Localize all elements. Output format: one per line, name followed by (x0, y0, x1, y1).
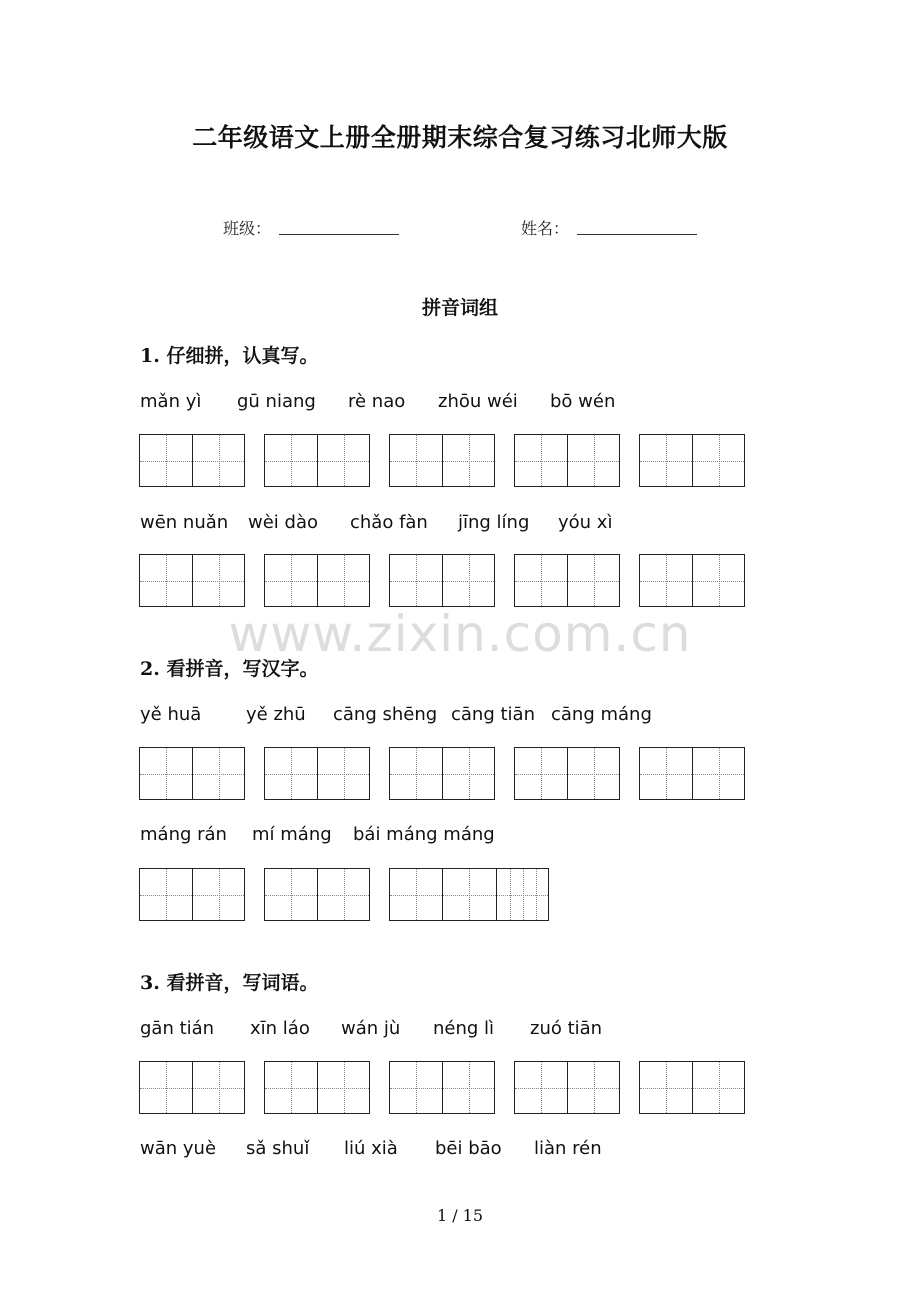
pinyin-word: liàn rén (534, 1138, 602, 1159)
pinyin-row (140, 512, 612, 533)
writing-cell[interactable] (264, 747, 370, 800)
writing-cell[interactable] (264, 434, 370, 487)
pinyin-word: máng rán (140, 824, 227, 845)
class-input-line[interactable] (279, 234, 399, 235)
writing-cell[interactable] (139, 747, 245, 800)
pinyin-word: zuó tiān (530, 1018, 603, 1039)
pinyin-word: bái máng máng (353, 824, 495, 845)
pinyin-word: wèi dào (248, 512, 318, 533)
writing-cell[interactable] (264, 868, 370, 921)
writing-cell[interactable] (514, 434, 620, 487)
pinyin-word: mí máng (252, 824, 332, 845)
pinyin-word: chǎo fàn (350, 512, 428, 533)
pinyin-word: néng lì (433, 1018, 495, 1039)
name-label: 姓名： (521, 219, 570, 238)
pinyin-word: jīng líng (458, 512, 530, 533)
writing-cell[interactable] (139, 1061, 245, 1114)
section-title: 拼音词组 (421, 297, 498, 319)
writing-cell[interactable] (514, 1061, 620, 1114)
pinyin-word: rè nao (348, 391, 406, 412)
pinyin-row (140, 824, 495, 845)
pinyin-word: wān yuè (140, 1138, 217, 1159)
writing-cell[interactable] (139, 434, 245, 487)
writing-cell[interactable] (139, 868, 245, 921)
document-title: 二年级语文上册全册期末综合复习练习北师大版 (192, 123, 728, 152)
question-2-heading: 2. 看拼音，写汉字。 (140, 658, 319, 680)
writing-cell[interactable] (639, 554, 745, 607)
question-3-heading: 3. 看拼音，写词语。 (140, 972, 319, 994)
pinyin-word: wēn nuǎn (140, 512, 229, 533)
pinyin-row (140, 1138, 602, 1159)
writing-cell[interactable] (389, 1061, 495, 1114)
question-1-heading: 1. 仔细拼，认真写。 (140, 345, 319, 367)
writing-cell[interactable] (264, 554, 370, 607)
pinyin-word: yóu xì (558, 512, 613, 533)
pinyin-word: yě zhū (246, 704, 306, 725)
writing-cell-wide[interactable] (389, 868, 549, 921)
pinyin-word: cāng shēng (333, 704, 438, 725)
writing-cell[interactable] (389, 554, 495, 607)
pinyin-word: liú xià (344, 1138, 398, 1159)
writing-cell[interactable] (389, 434, 495, 487)
pinyin-word: wán jù (341, 1018, 401, 1039)
pinyin-word: mǎn yì (140, 391, 202, 412)
pinyin-word: gū niang (237, 391, 316, 412)
pinyin-word: zhōu wéi (438, 391, 518, 412)
writing-cell[interactable] (139, 554, 245, 607)
pinyin-word: bēi bāo (435, 1138, 502, 1159)
pinyin-word: gān tián (140, 1018, 215, 1039)
pinyin-word: bō wén (550, 391, 616, 412)
pinyin-row (140, 1018, 602, 1039)
watermark: www.zixin.com.cn (228, 605, 692, 663)
pinyin-row (140, 391, 615, 412)
writing-cell[interactable] (264, 1061, 370, 1114)
writing-cell[interactable] (514, 747, 620, 800)
name-input-line[interactable] (577, 234, 697, 235)
pinyin-row (140, 704, 652, 725)
writing-cell[interactable] (639, 747, 745, 800)
pinyin-word: cāng máng (551, 704, 652, 725)
writing-cell[interactable] (639, 434, 745, 487)
pinyin-word: cāng tiān (451, 704, 535, 725)
writing-cell[interactable] (514, 554, 620, 607)
pinyin-word: xīn láo (250, 1018, 310, 1039)
page-number: 1 / 15 (436, 1206, 484, 1225)
writing-cell[interactable] (639, 1061, 745, 1114)
writing-cell[interactable] (389, 747, 495, 800)
pinyin-word: sǎ shuǐ (246, 1138, 310, 1159)
class-label: 班级： (223, 219, 272, 238)
pinyin-word: yě huā (140, 704, 202, 725)
